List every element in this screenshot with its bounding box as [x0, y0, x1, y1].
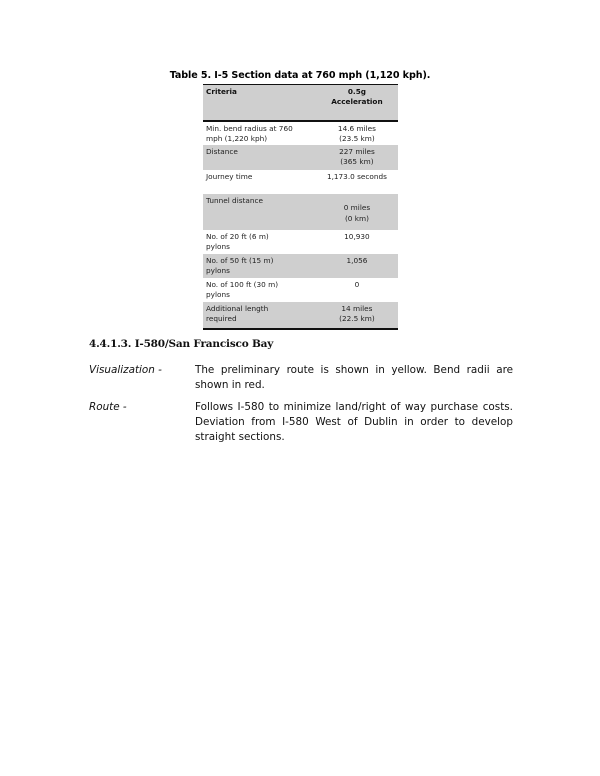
row-label-line: Min. bend radius at 760: [206, 124, 293, 133]
row-value-line: 0 miles: [343, 203, 371, 212]
row-label: [203, 230, 316, 254]
table-row: [203, 121, 398, 145]
row-label-line: pylons: [206, 241, 230, 251]
row-value-line: 227 miles: [339, 147, 375, 156]
row-label: [203, 302, 316, 329]
definition-term: Visualization -: [89, 364, 162, 376]
row-label: [203, 170, 316, 194]
table-row: [203, 145, 398, 170]
row-label: [203, 121, 316, 145]
row-value-line: (0 km): [344, 214, 369, 223]
table-row: [203, 254, 398, 278]
row-value: [316, 121, 398, 145]
row-value-line: 1,173.0 seconds: [326, 172, 387, 181]
row-label-line: No. of 100 ft (30 m): [206, 280, 279, 289]
row-label-line: Distance: [206, 147, 238, 156]
section-heading: 4.4.1.3. I-580/San Francisco Bay: [89, 338, 274, 350]
header-acceleration-label: Acceleration: [331, 97, 383, 106]
row-label: [203, 194, 316, 230]
table-row: [203, 194, 398, 230]
row-value-line: (23.5 km): [339, 133, 375, 143]
table-caption: Table 5. I-5 Section data at 760 mph (1,120 kph).: [169, 70, 431, 81]
row-label-line: mph (1,220 kph): [206, 133, 268, 143]
definition-visualization: [89, 363, 513, 393]
row-label: [203, 145, 316, 170]
row-value-line: (365 km): [340, 156, 374, 166]
row-label: [203, 278, 316, 302]
row-label: [203, 254, 316, 278]
row-value: [316, 230, 398, 254]
row-label-line: Tunnel distance: [206, 196, 263, 205]
row-label-line: No. of 20 ft (6 m): [206, 232, 269, 241]
table-row: [203, 170, 398, 194]
row-value: [316, 278, 398, 302]
section-data-table-container: [203, 84, 398, 330]
definition-description: The preliminary route is shown in yellow. Bend radii are shown in red.: [195, 364, 513, 391]
header-acceleration: [316, 85, 398, 122]
definition-route: [89, 400, 513, 445]
table-row: [203, 302, 398, 329]
row-label-line: required: [206, 313, 237, 323]
row-label-line: pylons: [206, 265, 230, 275]
row-value: [316, 302, 398, 329]
row-label-line: No. of 50 ft (15 m): [206, 256, 274, 265]
row-value: [316, 254, 398, 278]
definition-term: Route -: [89, 401, 127, 413]
definition-description: Follows I-580 to minimize land/right of way purchase costs. Deviation from I-580 West of Dublin in order to develop straight sections.: [195, 401, 513, 443]
row-value-line: 10,930: [344, 232, 370, 241]
table-row: [203, 230, 398, 254]
row-value-line: 14.6 miles: [337, 124, 376, 133]
row-value: [316, 145, 398, 170]
row-label-line: Additional length: [206, 304, 269, 313]
row-value-line: 14 miles: [341, 304, 373, 313]
row-value: [316, 194, 398, 230]
row-label-line: Journey time: [206, 172, 253, 181]
header-criteria: Criteria: [203, 85, 316, 122]
table-row: [203, 278, 398, 302]
row-label-line: pylons: [206, 289, 230, 299]
section-data-table: [203, 84, 398, 330]
row-value-line: 1,056: [346, 256, 368, 265]
row-value-line: (22.5 km): [339, 313, 375, 323]
table-header-row: [203, 85, 398, 122]
row-value-line: 0: [354, 280, 360, 289]
header-acceleration-value: 0.5g: [347, 87, 367, 96]
row-value: [316, 170, 398, 194]
